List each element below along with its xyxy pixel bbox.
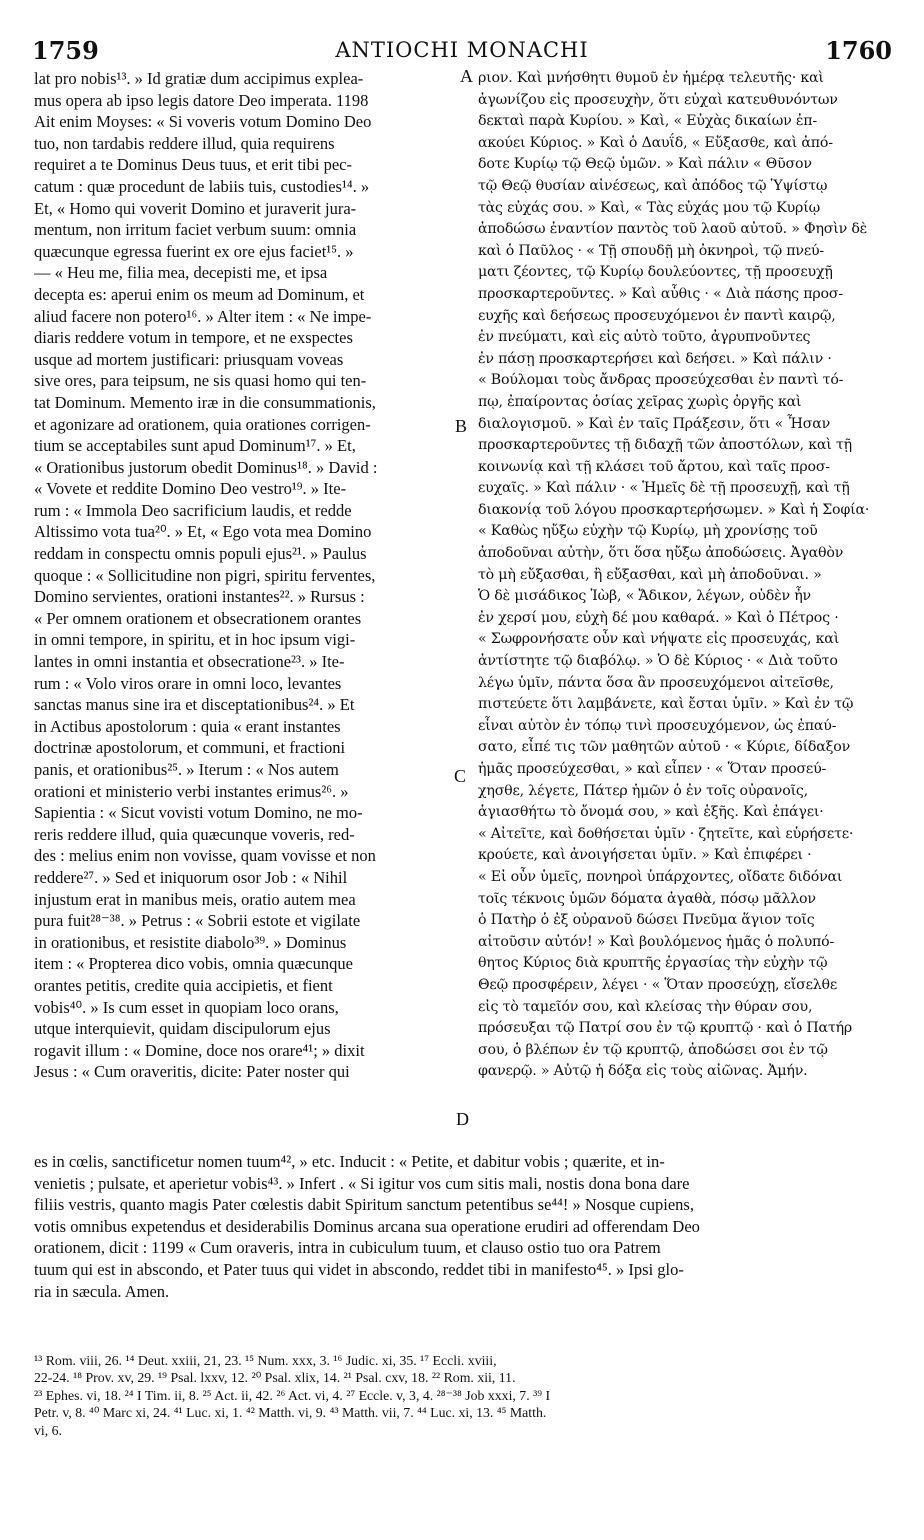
latin-line: catum : quæ procedunt de labiis tuis, custodies¹⁴. » — [34, 176, 370, 196]
text-line: es in cœlis, sanctificetur nomen tuum⁴², » etc. Inducit : « Petite, et dabitur vobis ; quærite, et in- — [34, 1152, 665, 1171]
latin-line: orationi et ministerio verbi instantes erimus²⁶. » — [34, 781, 349, 801]
right-page-number: 1760 — [825, 36, 892, 65]
text-line: filiis vestris, quanto magis Pater cœlestis dabit Spiritum sanctum petentibus se⁴⁴! » Nosque cupiens, — [34, 1195, 694, 1215]
greek-line: προσκαρτεροῦντες τῇ διδαχῇ τῶν ἀποστόλων, καὶ τῇ — [478, 437, 852, 454]
greek-line: χησθε, λέγετε, Πάτερ ἡμῶν ὁ ἐν τοῖς οὐρανοῖς, — [478, 782, 808, 799]
greek-line: ἀποδοῦναι αὐτὴν, ὅτι ὅσα ηὔξω ἀποδώσεις. Ἀγαθὸν — [478, 545, 844, 562]
latin-line: mus opera ab ipso legis datore Deo imperata. 1198 — [34, 90, 369, 110]
greek-line: ὁ Πατὴρ ὁ ἐξ οὐρανοῦ δώσει Πνεῦμα ἅγιον τοῖς — [478, 912, 815, 929]
greek-line: εἶναι αὐτὸν ἐν τόπῳ τινὶ προσευχόμενον, ὡς ἐπαύ- — [478, 717, 837, 734]
latin-line: quoque : « Sollicitudine non pigri, spiritu ferventes, — [34, 565, 376, 585]
latin-line: « Vovete et reddite Domino Deo vestro¹⁹. » Ite- — [34, 479, 347, 499]
latin-line: aliud facere non potero¹⁶. » Alter item : « Ne impe- — [34, 306, 372, 326]
latin-line: panis, et orationibus²⁵. » Iterum : « Nos autem — [34, 760, 339, 779]
latin-line: reddere²⁷. » Sed et iniquorum osor Job : « Nihil — [34, 867, 348, 887]
greek-line: ἡμᾶς προσεύχεσθαι, » καὶ εἶπεν · « Ὅταν προσεύ- — [478, 761, 827, 777]
greek-line: ἁγιασθήτω τὸ ὄνομά σου, » καὶ ἑξῆς. Καὶ ἐπάγει· — [478, 804, 824, 821]
text-line: tuum qui est in abscondo, et Pater tuus qui videt in abscondo, reddet tibi in manifesto⁴⁵. » Ipsi glo- — [34, 1259, 684, 1279]
latin-line: vobis⁴⁰. » Is cum esset in quopiam loco orans, — [34, 997, 339, 1017]
latin-line: Jesus : « Cum oraveritis, dicite: Pater noster qui — [34, 1062, 350, 1082]
greek-line: ριον. Καὶ μνήσθητι θυμοῦ ἐν ἡμέρᾳ τελευτῆς· καὶ — [478, 70, 824, 86]
latin-line: usque ad mortem justificari: priusquam voveas — [34, 349, 344, 369]
latin-line: et agonizare ad orationem, quia orationes corrigen- — [34, 414, 371, 434]
greek-line: διαλογισμοῦ. » Καὶ ἐν ταῖς Πράξεσιν, ὅτι « Ἦσαν — [478, 415, 831, 432]
latin-line: « Per omnem orationem et obsecrationem orantes — [34, 608, 362, 628]
latin-line: Sapientia : « Sicut vovisti votum Domino, ne mo- — [34, 803, 363, 823]
text-line: ria in sæcula. Amen. — [34, 1281, 170, 1301]
latin-line: tium se acceptabiles sunt apud Dominum¹⁷. » Et, — [34, 436, 356, 456]
greek-line: « Βούλομαι τοὺς ἄνδρας προσεύχεσθαι ἐν παντὶ τό- — [478, 372, 844, 389]
latin-line: in Actibus apostolorum : quia « erant instantes — [34, 716, 341, 736]
footnote-line: Petr. v, 8. ⁴⁰ Marc xi, 24. ⁴¹ Luc. xi, 1. ⁴² Matth. vi, 9. ⁴³ Matth. vii, 7. ⁴⁴ Luc. xi, 13. ⁴⁵ Matth. — [34, 1405, 547, 1421]
greek-line: « Σωφρονήσατε οὖν καὶ νήψατε εἰς προσευχάς, καὶ — [478, 631, 840, 648]
latin-line: lat pro nobis¹³. » Id gratiæ dum accipimus explea- — [34, 69, 364, 88]
latin-line: in omni tempore, in spiritu, et in hoc ipsum vigi- — [34, 630, 356, 650]
greek-line: Θεῷ προσφέρειν, λέγει · « Ὅταν προσεύχῃ, εἴσελθε — [478, 976, 838, 993]
greek-line: αἰτοῦσιν αὐτόν! » Καὶ βουλόμενος ἡμᾶς ὁ πολυπό- — [478, 933, 835, 950]
greek-line: ευχαῖς. » Καὶ πάλιν · « Ἡμεῖς δὲ τῇ προσευχῇ, καὶ τῇ — [478, 480, 850, 497]
greek-line: φανερῷ. » Αὐτῷ ἡ δόξα εἰς τοὺς αἰῶνας. Ἀμήν. — [478, 1063, 808, 1080]
text-line: venietis ; pulsate, et aperietur vobis⁴³. » Infert . « Si igitur vos cum sitis mali, nostis dona bona dare — [34, 1173, 690, 1193]
latin-line: item : « Propterea dico vobis, omnia quæcunque — [34, 954, 353, 974]
greek-line: τὸ μὴ εὔξασθαι, ἢ εὔξασθαι, καὶ μὴ ἀποδοῦναι. » — [478, 566, 822, 583]
latin-line: rum : « Volo viros orare in omni loco, levantes — [34, 673, 342, 693]
latin-line: orantes petitis, credite quia accipietis, et fient — [34, 975, 333, 995]
greek-line: πῳ, ἐπαίροντας ὁσίας χεῖρας χωρὶς ὀργῆς καὶ — [478, 393, 802, 410]
full-width-text — [34, 1151, 892, 1302]
greek-line: Ὁ δὲ μισάδικος Ἰὼβ, « Ἄδικον, λέγων, οὐδὲν ἦν — [478, 588, 811, 605]
latin-line: rogavit illum : « Domine, doce nos orare⁴¹; » dixit — [34, 1040, 365, 1060]
latin-line: utque interquievit, quidam discipulorum ejus — [34, 1019, 331, 1039]
greek-line: προσκαρτεροῦντες. » Καὶ αὖθις · « Διὰ πάσης προσ- — [478, 285, 843, 302]
latin-line: Altissimo vota tua²⁰. » Et, « Ego vota mea Domino — [34, 522, 372, 542]
greek-line: τοῖς τέκνοις ὑμῶν δόματα ἀγαθὰ, πόσῳ μᾶλλον — [478, 890, 816, 907]
latin-line: quæcunque egressa fuerint ex ore ejus faciet¹⁵. » — [34, 241, 354, 261]
greek-line: τὰς εὐχάς σου. » Καὶ, « Τὰς εὐχάς μου τῷ Κυρίῳ — [478, 199, 820, 216]
latin-line: in orationibus, et resistite diabolo³⁹. » Dominus — [34, 932, 347, 952]
greek-line: ἐν χερσί μου, εὐχὴ δέ μου καθαρά. » Καὶ ὁ Πέτρος · — [478, 609, 839, 626]
footnote-line: vi, 6. — [34, 1422, 62, 1438]
greek-line: λέγω ὑμῖν, πάντα ὅσα ἂν προσευχόμενοι αἰτεῖσθε, — [478, 674, 834, 691]
greek-line: ακούει Κύριος. » Καὶ ὁ Δαυΐδ, « Εὔξασθε, καὶ ἀπό- — [478, 134, 833, 151]
footnote-line: 22-24. ¹⁸ Prov. xv, 29. ¹⁹ Psal. lxxv, 12. ²⁰ Psal. xlix, 14. ²¹ Psal. cxv, 18. ²² Rom. xii, 11. — [34, 1370, 516, 1386]
latin-line: rum : « Immola Deo sacrificium laudis, et redde — [34, 500, 352, 520]
greek-line: ματι ζέοντες, τῷ Κυρίῳ δουλεύοντες, τῇ προσευχῇ — [478, 264, 833, 281]
greek-line: πιστεύετε ὅτι λαμβάνετε, καὶ ἔσται ὑμῖν. » Καὶ ἐν τῷ — [478, 696, 854, 713]
greek-line: θητος Κύριος διὰ κρυπτῆς ἐργασίας τὴν εὐχὴν τῷ — [478, 955, 828, 972]
section-marker-d: D — [456, 1109, 469, 1129]
greek-line: « Εἰ οὖν ὑμεῖς, πονηροὶ ὑπάρχοντες, οἴδατε διδόναι — [478, 868, 843, 885]
latin-line: lantes in omni instantia et obsecratione²³. » Ite- — [34, 652, 345, 672]
greek-line: εἰς τὸ ταμεῖόν σου, καὶ κλείσας τὴν θύραν σου, — [478, 998, 813, 1015]
latin-line: Domino servientes, orationi instantes²². » Rursus : — [34, 587, 365, 607]
latin-line: decepta es: aperui enim os meum ad Dominum, et — [34, 284, 365, 304]
latin-line: pura fuit²⁸⁻³⁸. » Petrus : « Sobrii estote et vigilate — [34, 911, 361, 931]
greek-line: πρόσευξαι τῷ Πατρί σου ἐν τῷ κρυπτῷ · καὶ ὁ Πατήρ — [478, 1020, 853, 1037]
greek-line: ἀγωνίζου εἰς προσευχὴν, ὅτι εὐχαὶ κατευθυνόντων — [478, 91, 838, 108]
latin-line: reddam in conspectu omnis populi ejus²¹. » Paulus — [34, 544, 367, 564]
greek-line: κοινωνίᾳ καὶ τῇ κλάσει τοῦ ἄρτου, καὶ ταῖς προσ- — [478, 458, 830, 475]
latin-line: injustum erat in manibus meis, oratio autem mea — [34, 889, 356, 909]
section-marker-a: A — [460, 66, 473, 86]
latin-line: tat Dominum. Memento iræ in die consummationis, — [34, 392, 376, 412]
greek-line: σου, ὁ βλέπων ἐν τῷ κρυπτῷ, ἀποδώσει σοι ἐν τῷ — [478, 1041, 828, 1058]
greek-line: κρούετε, καὶ ἀνοιγήσεται ὑμῖν. » Καὶ ἐπιφέρει · — [478, 847, 812, 864]
latin-line: sive ores, para teipsum, ne sis quasi homo qui ten- — [34, 371, 367, 391]
section-marker-c: C — [454, 766, 467, 786]
text-line: orationem, dicit : 1199 « Cum oraveris, intra in cubiculum tuum, et clauso ostio tuo ora Patrem — [34, 1238, 661, 1258]
left-page-number: 1759 — [32, 36, 99, 65]
greek-line: « Αἰτεῖτε, καὶ δοθήσεται ὑμῖν · ζητεῖτε, καὶ εὑρήσετε· — [478, 825, 854, 842]
latin-line: — « Heu me, filia mea, decepisti me, et ipsa — [34, 263, 328, 283]
greek-line: διακονίᾳ τοῦ λόγου προσκαρτερήσωμεν. » Καὶ ἡ Σοφία· — [478, 501, 870, 518]
greek-line: δεκταὶ παρὰ Κυρίου. » Καὶ, « Εὐχὰς δικαίων ἐπ- — [478, 113, 818, 130]
text-line: votis omnibus expetendus et desiderabilis Dominus arcana sua operatione erudiri ad offerendam Deo — [34, 1216, 700, 1236]
latin-line: des : melius enim non vovisse, quam vovisse et non — [34, 846, 376, 866]
greek-column — [478, 68, 892, 1083]
latin-column — [34, 68, 456, 1083]
footnotes — [34, 1352, 892, 1439]
greek-line: ἐν πνεύματι, καὶ εἰς αὐτὸ τοῦτο, ἀγρυπνοῦντες — [478, 329, 811, 346]
latin-line: sanctas manus sine ira et disceptationibus²⁴. » Et — [34, 695, 355, 715]
greek-line: δοτε Κυρίῳ τῷ Θεῷ ὑμῶν. » Καὶ πάλιν « Θῦσον — [478, 156, 812, 173]
latin-line: tuo, non tardabis reddere illud, quia requirens — [34, 133, 335, 153]
latin-line: Et, « Homo qui voverit Domino et juraverit jura- — [34, 198, 357, 218]
latin-line: requiret a te Dominus Deus tuus, et erit tibi pec- — [34, 155, 352, 175]
latin-line: mentum, non irritum faciet verbum suum: omnia — [34, 220, 357, 240]
greek-line: ἀντίστητε τῷ διαβόλῳ. » Ὁ δὲ Κύριος · « Διὰ τοῦτο — [478, 653, 838, 670]
greek-line: ἐν πάσῃ προσκαρτερήσει καὶ δεήσει. » Καὶ πάλιν · — [478, 350, 832, 367]
greek-line: ευχῆς καὶ δεήσεως προσευχόμενοι ἐν παντὶ καιρῷ, — [478, 307, 836, 324]
latin-line: diaris reddere votum in tempore, et ne exspectes — [34, 328, 353, 348]
section-marker-b: B — [455, 416, 468, 436]
latin-line: reris reddere illud, quia quæcunque voveris, red- — [34, 824, 355, 844]
running-title: ANTIOCHI MONACHI — [335, 38, 589, 62]
greek-line: σατο, εἶπέ τις τῶν μαθητῶν αὐτοῦ · « Κύριε, δίδαξον — [478, 739, 851, 756]
running-header — [32, 36, 892, 66]
latin-line: doctrinæ apostolorum, et communi, et fractioni — [34, 738, 346, 758]
greek-line: ἀποδώσω ἐναντίον παντὸς τοῦ λαοῦ αὐτοῦ. » Φησὶν δὲ — [478, 221, 868, 238]
greek-line: καὶ ὁ Παῦλος · « Τῇ σπουδῇ μὴ ὀκνηροὶ, τῷ πνεύ- — [478, 242, 825, 259]
greek-line: τῷ Θεῷ θυσίαν αἰνέσεως, καὶ ἀπόδος τῷ Ὑψίστῳ — [478, 177, 828, 194]
latin-line: « Orationibus justorum obedit Dominus¹⁸. » David : — [34, 457, 378, 477]
footnote-line: ²³ Ephes. vi, 18. ²⁴ I Tim. ii, 8. ²⁵ Act. ii, 42. ²⁶ Act. vi, 4. ²⁷ Eccle. v, 3, 4. ²⁸⁻³⁸ Job xxxi, 7. ³⁹ I — [34, 1387, 551, 1403]
footnote-line: ¹³ Rom. viii, 26. ¹⁴ Deut. xxiii, 21, 23. ¹⁵ Num. xxx, 3. ¹⁶ Judic. xi, 35. ¹⁷ Eccli. xviii, — [34, 1353, 497, 1368]
greek-line: « Καθὼς ηὔξω εὐχὴν τῷ Κυρίῳ, μὴ χρονίσῃς τοῦ — [478, 523, 818, 540]
latin-line: Ait enim Moyses: « Si voveris votum Domino Deo — [34, 112, 372, 132]
